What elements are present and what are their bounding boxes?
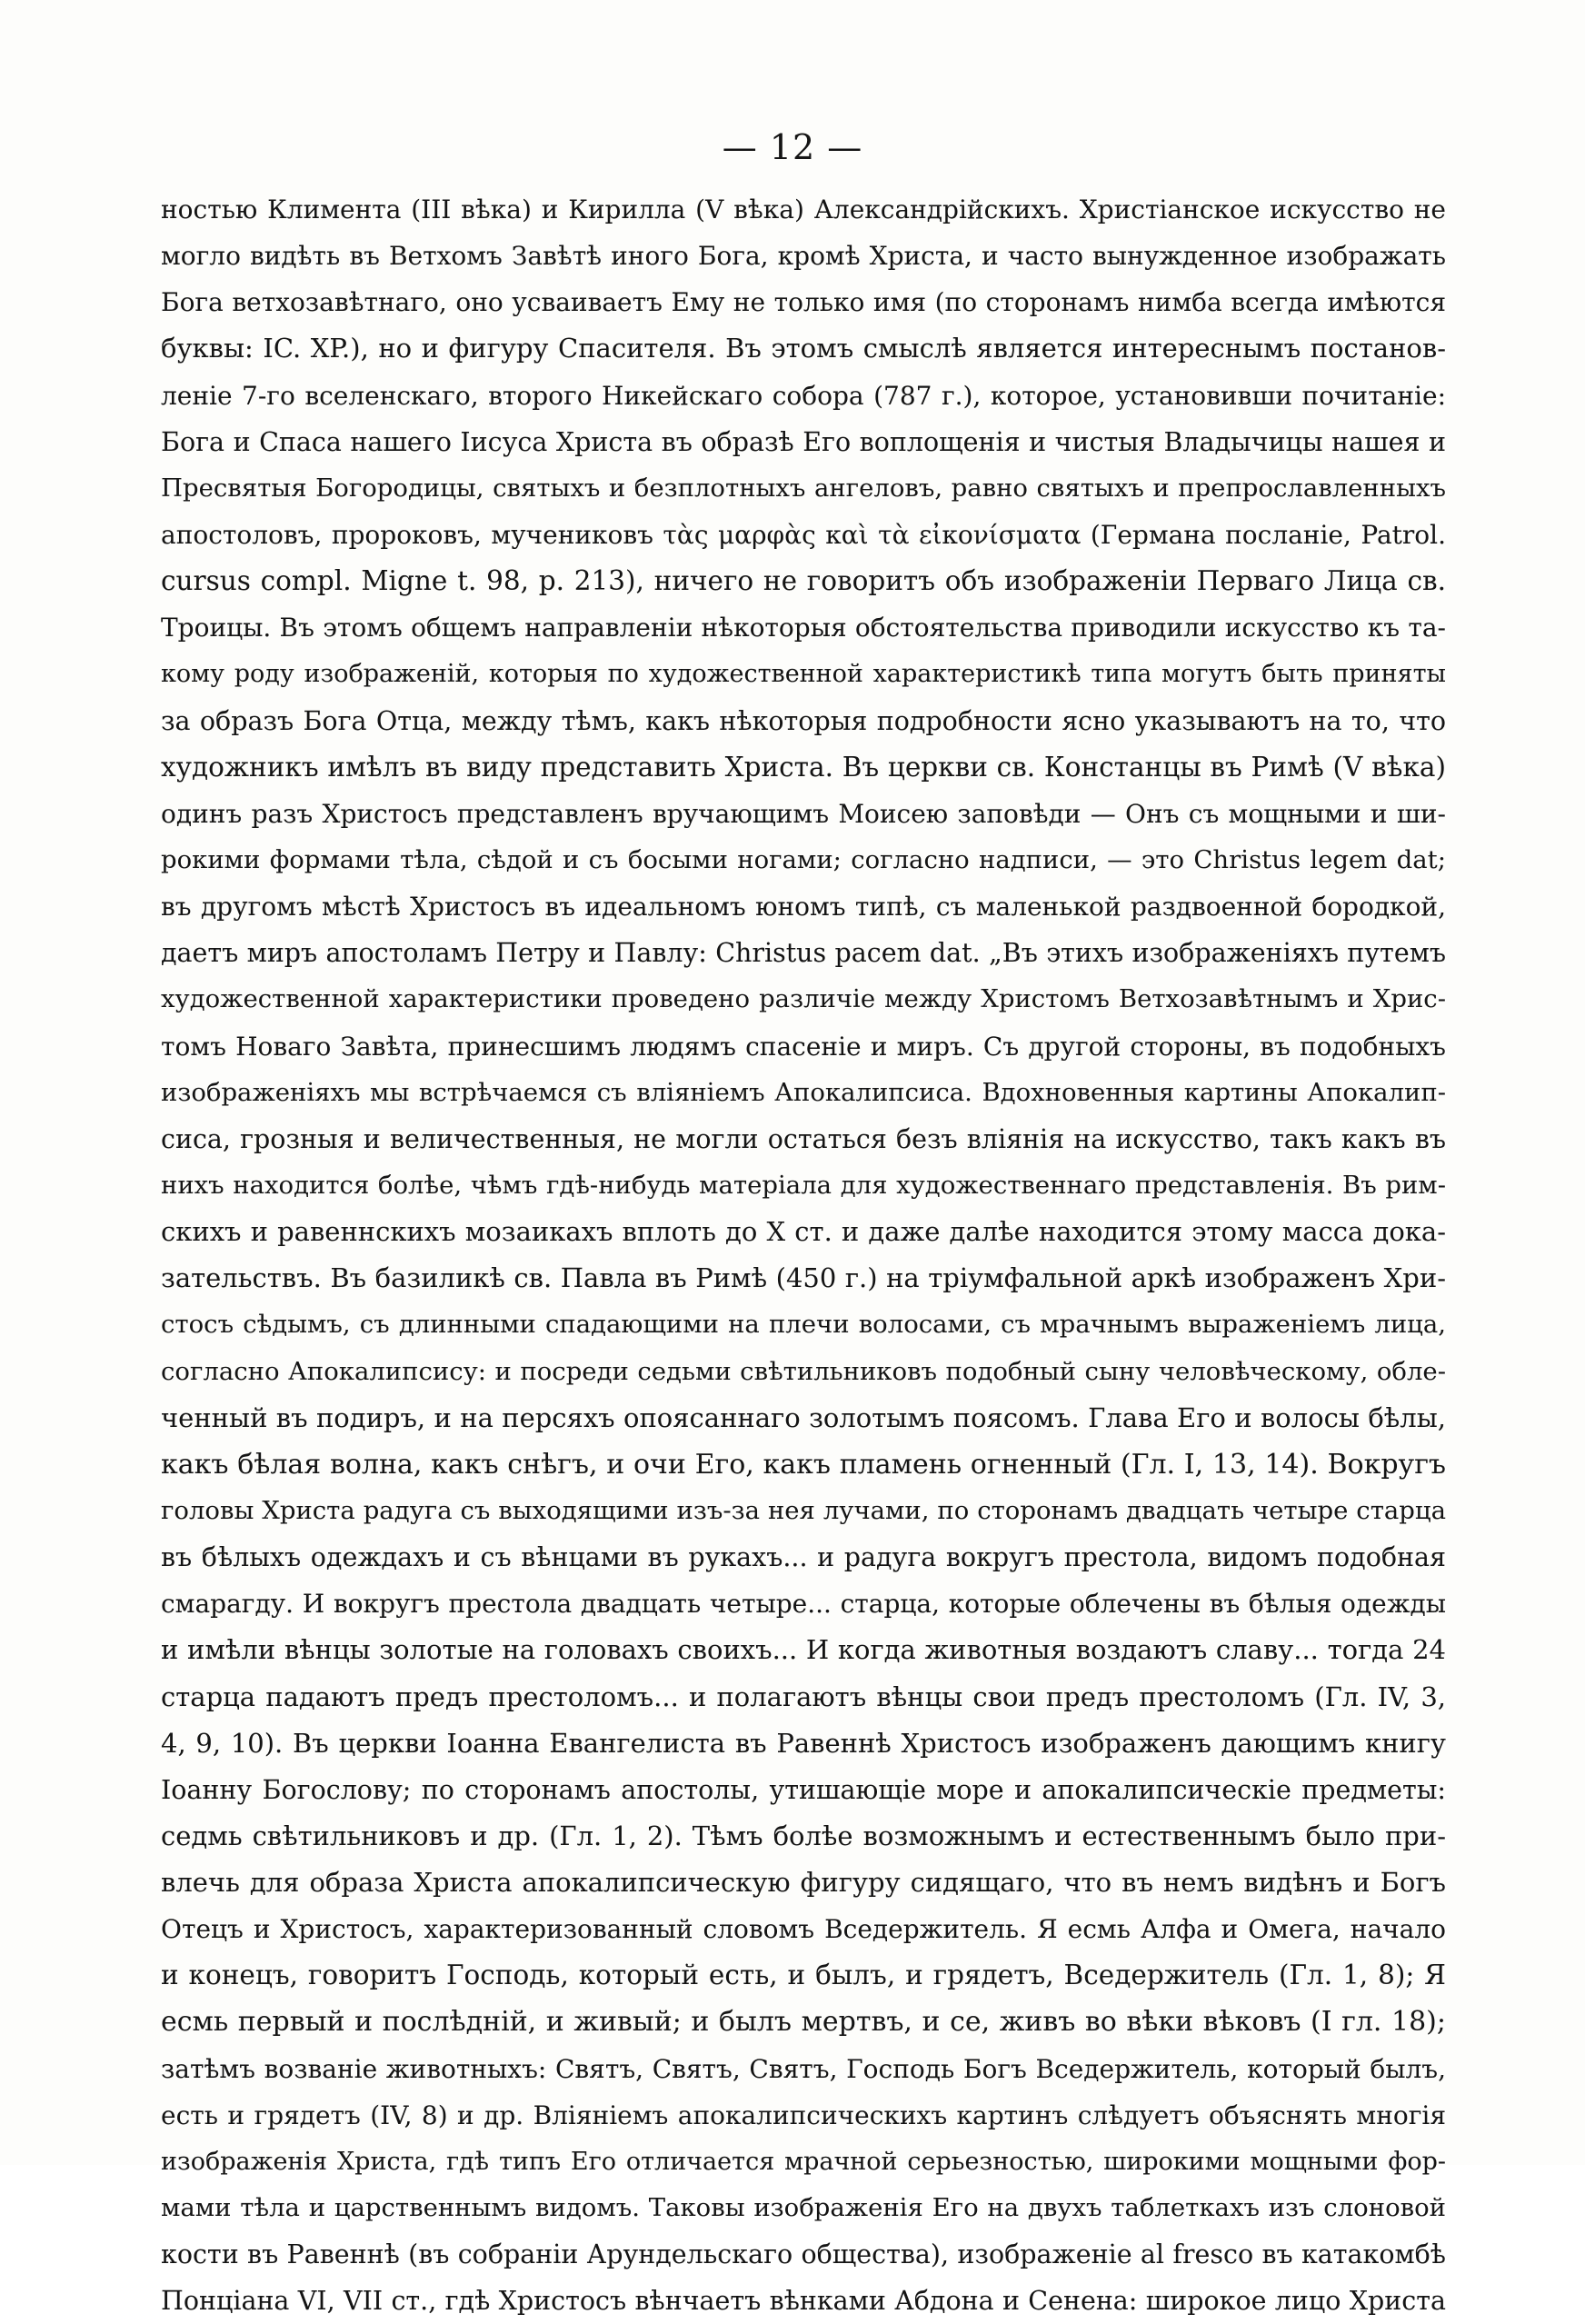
text-line: Іоанну Богослову; по сторонамъ апостолы, утишающіе море и апокалипсическіе предметы: <box>161 1774 1446 1805</box>
text-line: кости въ Равеннѣ (въ собраніи Арундельскаго общества), изображеніе al fresco въ катакомбѣ <box>161 2239 1446 2270</box>
text-line: 4, 9, 10). Въ церкви Іоанна Евангелиста въ Равеннѣ Христосъ изображенъ дающимъ книгу <box>161 1727 1446 1759</box>
text-line: и конецъ, говоритъ Господь, который есть, и былъ, и грядетъ, Вседержитель (Гл. 1, 8); Я <box>161 1960 1446 1991</box>
text-line: какъ бѣлая волна, какъ снѣгъ, и очи Его, какъ пламень огненный (Гл. I, 13, 14). Вокругъ <box>161 1448 1446 1481</box>
text-line: есть и грядетъ (IV, 8) и др. Вліяніемъ апокалипсическихъ картинъ слѣдуетъ объяснять многія <box>161 2100 1446 2130</box>
text-line: Бога и Спаса нашего Іисуса Христа въ образѣ Его воплощенія и чистыя Владычицы нашея и <box>161 426 1446 457</box>
text-line: сиса, грозныя и величественныя, не могли остаться безъ вліянія на искусство, такъ какъ въ <box>161 1123 1446 1154</box>
text-line: леніе 7-го вселенскаго, второго Никейскаго собора (787 г.), которое, установивши почитаніе: <box>161 380 1446 411</box>
text-line: одинъ разъ Христосъ представленъ вручающимъ Моисею заповѣди — Онъ съ мощными и ши- <box>161 798 1446 829</box>
text-line: могло видѣть въ Ветхомъ Завѣтѣ иного Бога, кромѣ Христа, и часто вынужденное изображать <box>161 241 1446 272</box>
text-line: cursus compl. Migne t. 98, p. 213), ничего не говоритъ объ изображеніи Перваго Лица св. <box>161 565 1446 597</box>
text-line: скихъ и равеннскихъ мозаикахъ вплоть до X ст. и даже далѣе находится этому масса дока- <box>161 1216 1446 1248</box>
text-line: зательствъ. Въ базиликѣ св. Павла въ Римѣ (450 г.) на тріумфальной аркѣ изображенъ Хри- <box>161 1262 1446 1294</box>
text-line: изображенія Христа, гдѣ типъ Его отличается мрачной серьезностью, широкими мощными фор- <box>161 2147 1446 2176</box>
text-line: нихъ находится болѣе, чѣмъ гдѣ-нибудь матеріала для художественнаго представленія. Въ рим- <box>161 1170 1446 1200</box>
text-line: въ бѣлыхъ одеждахъ и съ вѣнцами въ рукахъ... и радуга вокругъ престола, видомъ подобная <box>161 1542 1446 1573</box>
text-line: ностью Климента (III вѣка) и Кирилла (V вѣка) Александрійскихъ. Христіанское искусство не <box>161 194 1446 224</box>
text-line: кому роду изображеній, которыя по художественной характеристикѣ типа могутъ быть приняты <box>161 660 1446 689</box>
text-line: Понціана VI, VII ст., гдѣ Христосъ вѣнчаетъ вѣнками Абдона и Сенена: широкое лицо Христа <box>161 2286 1446 2317</box>
text-line: Пресвятыя Богородицы, святыхъ и безплотныхъ ангеловъ, равно святыхъ и препрославленныхъ <box>161 473 1446 503</box>
page-number: — 12 — <box>722 127 863 167</box>
text-line: даетъ миръ апостоламъ Петру и Павлу: Christus pacem dat. „Въ этихъ изображеніяхъ путемъ <box>161 938 1446 969</box>
text-line: влечь для образа Христа апокалипсическую фигуру сидящаго, что въ немъ видѣнъ и Богъ <box>161 1867 1446 1899</box>
text-line: есмь первый и послѣдній, и живый; и былъ мертвъ, и се, живъ во вѣки вѣковъ (I гл. 18); <box>161 2006 1446 2039</box>
text-line: Троицы. Въ этомъ общемъ направленіи нѣкоторыя обстоятельства приводили искусство къ та- <box>161 613 1446 643</box>
text-line: изображеніяхъ мы встрѣчаемся съ вліяніемъ Апокалипсиса. Вдохновенныя картины Апокалип- <box>161 1077 1446 1107</box>
text-line: и имѣли вѣнцы золотые на головахъ своихъ... И когда животныя воздаютъ славу... тогда 24 <box>161 1634 1446 1666</box>
body-text <box>161 186 1446 2324</box>
text-line: въ другомъ мѣстѣ Христосъ въ идеальномъ юномъ типѣ, съ маленькой раздвоенной бородкой, <box>161 892 1446 923</box>
text-line: головы Христа радуга съ выходящими изъ-за нея лучами, по сторонамъ двадцать четыре старца <box>161 1495 1446 1525</box>
text-line: старца падаютъ предъ престоломъ... и полагаютъ вѣнцы свои предъ престоломъ (Гл. IV, 3, <box>161 1681 1446 1712</box>
text-line: буквы: IC. XP.), но и фигуру Спасителя. Въ этомъ смыслѣ является интереснымъ постанов- <box>161 333 1446 364</box>
text-line: ченный въ подиръ, и на персяхъ опоясаннаго золотымъ поясомъ. Глава Его и волосы бѣлы, <box>161 1401 1446 1433</box>
text-line: за образъ Бога Отца, между тѣмъ, какъ нѣкоторыя подробности ясно указываютъ на то, что <box>161 705 1446 736</box>
text-line: художникъ имѣлъ въ виду представить Христа. Въ церкви св. Констанцы въ Римѣ (V вѣка) <box>161 751 1446 783</box>
text-line: смарагду. И вокругъ престола двадцать четыре... старца, которые облечены въ бѣлыя одежды <box>161 1589 1446 1620</box>
text-line: мами тѣла и царственнымъ видомъ. Таковы изображенія Его на двухъ таблеткахъ изъ слоновой <box>161 2193 1446 2223</box>
text-line: рокими формами тѣла, сѣдой и съ босыми ногами; согласно надписи, — это Christus legem dat; <box>161 844 1446 874</box>
text-line: согласно Апокалипсису: и посреди седьми свѣтильниковъ подобный сыну человѣческому, обле- <box>161 1356 1446 1386</box>
text-line: художественной характеристики проведено различіе между Христомъ Ветхозавѣтнымъ и Хрис- <box>161 984 1446 1014</box>
text-line: Бога ветхозавѣтнаго, оно усваиваетъ Ему не только имя (по сторонамъ нимба всегда имѣются <box>161 287 1446 318</box>
text-line: Отецъ и Христосъ, характеризованный словомъ Вседержитель. Я есмь Алфа и Омега, начало <box>161 1914 1446 1945</box>
text-line: томъ Новаго Завѣта, принесшимъ людямъ спасеніе и миръ. Съ другой стороны, въ подобныхъ <box>161 1031 1446 1062</box>
text-line: апостоловъ, пророковъ, мучениковъ τὰς μαρφὰς καὶ τὰ εἰκονίσματα (Германа посланіе, Patrol. <box>161 519 1446 550</box>
text-line: стосъ сѣдымъ, съ длинными спадающими на плечи волосами, съ мрачнымъ выраженіемъ лица, <box>161 1310 1446 1340</box>
text-line: седмь свѣтильниковъ и др. (Гл. 1, 2). Тѣмъ болѣе возможнымъ и естественнымъ было при- <box>161 1820 1446 1851</box>
text-line: затѣмъ возваніе животныхъ: Святъ, Святъ, Святъ, Господь Богъ Вседержитель, который былъ, <box>161 2053 1446 2084</box>
